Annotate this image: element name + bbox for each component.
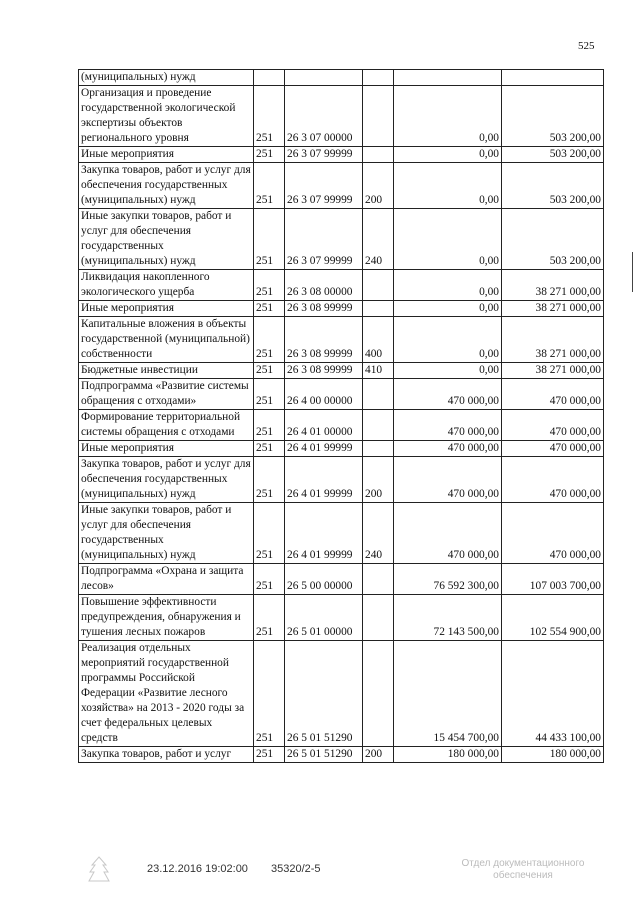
cell-csr: 26 5 00 00000	[285, 564, 363, 595]
cell-sum-2018: 107 003 700,00	[502, 564, 604, 595]
cell-sum-2018: 44 433 100,00	[502, 641, 604, 747]
cell-name: Повышение эффективности предупреждения, обнаружения и тушения лесных пожаров	[79, 595, 254, 641]
cell-gr: 251	[254, 301, 285, 317]
cell-sum-2017: 470 000,00	[394, 503, 502, 564]
cell-csr: 26 3 08 99999	[285, 363, 363, 379]
cell-csr: 26 4 01 00000	[285, 410, 363, 441]
cell-sum-2018: 470 000,00	[502, 441, 604, 457]
cell-name: Реализация отдельных мероприятий государственной программы Российской Федерации «Развитие лесного хозяйства» на 2013 - 2020 годы за счет федеральных целевых средств	[79, 641, 254, 747]
cell-csr: 26 3 07 99999	[285, 209, 363, 270]
cell-gr: 251	[254, 747, 285, 763]
cell-name: Иные закупки товаров, работ и услуг для обеспечения государственных (муниципальных) нужд	[79, 503, 254, 564]
cell-name: Бюджетные инвестиции	[79, 363, 254, 379]
cell-sum-2017: 470 000,00	[394, 410, 502, 441]
cell-name: (муниципальных) нужд	[79, 70, 254, 86]
cell-name: Закупка товаров, работ и услуг для обеспечения государственных (муниципальных) нужд	[79, 457, 254, 503]
cell-sum-2018: 470 000,00	[502, 457, 604, 503]
table-row	[79, 457, 604, 503]
cell-gr: 251	[254, 410, 285, 441]
edge-mark	[632, 252, 633, 292]
cell-csr: 26 3 07 00000	[285, 86, 363, 147]
cell-sum-2018: 503 200,00	[502, 147, 604, 163]
footer-stamp: Отдел документационного обеспечения	[461, 858, 585, 881]
cell-sum-2018: 180 000,00	[502, 747, 604, 763]
cell-csr: 26 5 01 51290	[285, 641, 363, 747]
cell-sum-2017: 0,00	[394, 301, 502, 317]
cell-sum-2017: 76 592 300,00	[394, 564, 502, 595]
table-row	[79, 410, 604, 441]
cell-gr: 251	[254, 641, 285, 747]
cell-sum-2017: 180 000,00	[394, 747, 502, 763]
cell-csr: 26 3 08 00000	[285, 270, 363, 301]
cell-gr: 251	[254, 270, 285, 301]
cell-sum-2018: 503 200,00	[502, 209, 604, 270]
table-row	[79, 363, 604, 379]
cell-vr: 200	[363, 747, 394, 763]
cell-vr	[363, 410, 394, 441]
cell-gr: 251	[254, 363, 285, 379]
cell-sum-2017: 0,00	[394, 86, 502, 147]
cell-csr	[285, 70, 363, 86]
cell-gr: 251	[254, 147, 285, 163]
cell-sum-2017: 0,00	[394, 147, 502, 163]
table-row	[79, 379, 604, 410]
cell-vr	[363, 564, 394, 595]
cell-gr: 251	[254, 163, 285, 209]
cell-gr: 251	[254, 503, 285, 564]
table-row	[79, 503, 604, 564]
cell-csr: 26 3 08 99999	[285, 317, 363, 363]
cell-gr: 251	[254, 595, 285, 641]
cell-sum-2017: 470 000,00	[394, 379, 502, 410]
cell-name: Подпрограмма «Развитие системы обращения с отходами»	[79, 379, 254, 410]
cell-vr	[363, 641, 394, 747]
cell-sum-2018: 38 271 000,00	[502, 317, 604, 363]
cell-sum-2018: 38 271 000,00	[502, 363, 604, 379]
table-row	[79, 270, 604, 301]
cell-name: Иные мероприятия	[79, 441, 254, 457]
cell-vr	[363, 70, 394, 86]
table-row	[79, 209, 604, 270]
cell-sum-2017: 0,00	[394, 270, 502, 301]
cell-sum-2018: 470 000,00	[502, 379, 604, 410]
table-row	[79, 70, 604, 86]
cell-sum-2017: 72 143 500,00	[394, 595, 502, 641]
table-row	[79, 564, 604, 595]
cell-sum-2018: 38 271 000,00	[502, 270, 604, 301]
cell-vr: 240	[363, 209, 394, 270]
cell-vr	[363, 86, 394, 147]
cell-gr: 251	[254, 379, 285, 410]
cell-csr: 26 3 07 99999	[285, 163, 363, 209]
cell-csr: 26 3 07 99999	[285, 147, 363, 163]
cell-gr	[254, 70, 285, 86]
cell-gr: 251	[254, 441, 285, 457]
cell-sum-2018: 102 554 900,00	[502, 595, 604, 641]
cell-vr: 200	[363, 457, 394, 503]
cell-gr: 251	[254, 317, 285, 363]
table-row	[79, 441, 604, 457]
cell-sum-2018: 503 200,00	[502, 163, 604, 209]
cell-sum-2017: 15 454 700,00	[394, 641, 502, 747]
cell-sum-2017: 470 000,00	[394, 457, 502, 503]
cell-sum-2018: 470 000,00	[502, 410, 604, 441]
cell-name: Ликвидация накопленного экологического ущерба	[79, 270, 254, 301]
cell-vr: 200	[363, 163, 394, 209]
cell-sum-2018: 503 200,00	[502, 86, 604, 147]
cell-name: Формирование территориальной системы обращения с отходами	[79, 410, 254, 441]
cell-sum-2018	[502, 70, 604, 86]
table-row	[79, 86, 604, 147]
emblem-icon	[88, 855, 110, 885]
cell-name: Иные мероприятия	[79, 147, 254, 163]
cell-name: Иные закупки товаров, работ и услуг для обеспечения государственных (муниципальных) нужд	[79, 209, 254, 270]
footer-date: 23.12.2016 19:02:00	[147, 863, 248, 875]
cell-name: Закупка товаров, работ и услуг	[79, 747, 254, 763]
table-body	[79, 70, 604, 763]
cell-sum-2017	[394, 70, 502, 86]
cell-csr: 26 4 01 99999	[285, 441, 363, 457]
cell-name: Организация и проведение государственной экологической экспертизы объектов регионального уровня	[79, 86, 254, 147]
footer-code: 35320/2-5	[271, 863, 321, 875]
cell-sum-2018: 470 000,00	[502, 503, 604, 564]
cell-name: Подпрограмма «Охрана и защита лесов»	[79, 564, 254, 595]
cell-name: Закупка товаров, работ и услуг для обеспечения государственных (муниципальных) нужд	[79, 163, 254, 209]
cell-name: Иные мероприятия	[79, 301, 254, 317]
cell-gr: 251	[254, 564, 285, 595]
cell-sum-2018: 38 271 000,00	[502, 301, 604, 317]
cell-csr: 26 3 08 99999	[285, 301, 363, 317]
cell-sum-2017: 0,00	[394, 317, 502, 363]
cell-vr: 400	[363, 317, 394, 363]
cell-sum-2017: 0,00	[394, 209, 502, 270]
table-row	[79, 147, 604, 163]
table-row	[79, 317, 604, 363]
cell-gr: 251	[254, 209, 285, 270]
table-row	[79, 747, 604, 763]
cell-vr	[363, 441, 394, 457]
table-row	[79, 641, 604, 747]
table-row	[79, 301, 604, 317]
cell-csr: 26 4 00 00000	[285, 379, 363, 410]
cell-vr	[363, 301, 394, 317]
budget-table	[78, 69, 604, 763]
table-row	[79, 163, 604, 209]
cell-name: Капитальные вложения в объекты государственной (муниципальной) собственности	[79, 317, 254, 363]
cell-gr: 251	[254, 457, 285, 503]
cell-csr: 26 5 01 51290	[285, 747, 363, 763]
cell-csr: 26 5 01 00000	[285, 595, 363, 641]
page-number: 525	[578, 40, 595, 52]
cell-gr: 251	[254, 86, 285, 147]
cell-vr	[363, 595, 394, 641]
cell-csr: 26 4 01 99999	[285, 503, 363, 564]
cell-csr: 26 4 01 99999	[285, 457, 363, 503]
cell-vr	[363, 147, 394, 163]
cell-vr	[363, 270, 394, 301]
cell-vr	[363, 379, 394, 410]
cell-sum-2017: 470 000,00	[394, 441, 502, 457]
cell-sum-2017: 0,00	[394, 363, 502, 379]
cell-vr: 410	[363, 363, 394, 379]
cell-sum-2017: 0,00	[394, 163, 502, 209]
table-row	[79, 595, 604, 641]
cell-vr: 240	[363, 503, 394, 564]
